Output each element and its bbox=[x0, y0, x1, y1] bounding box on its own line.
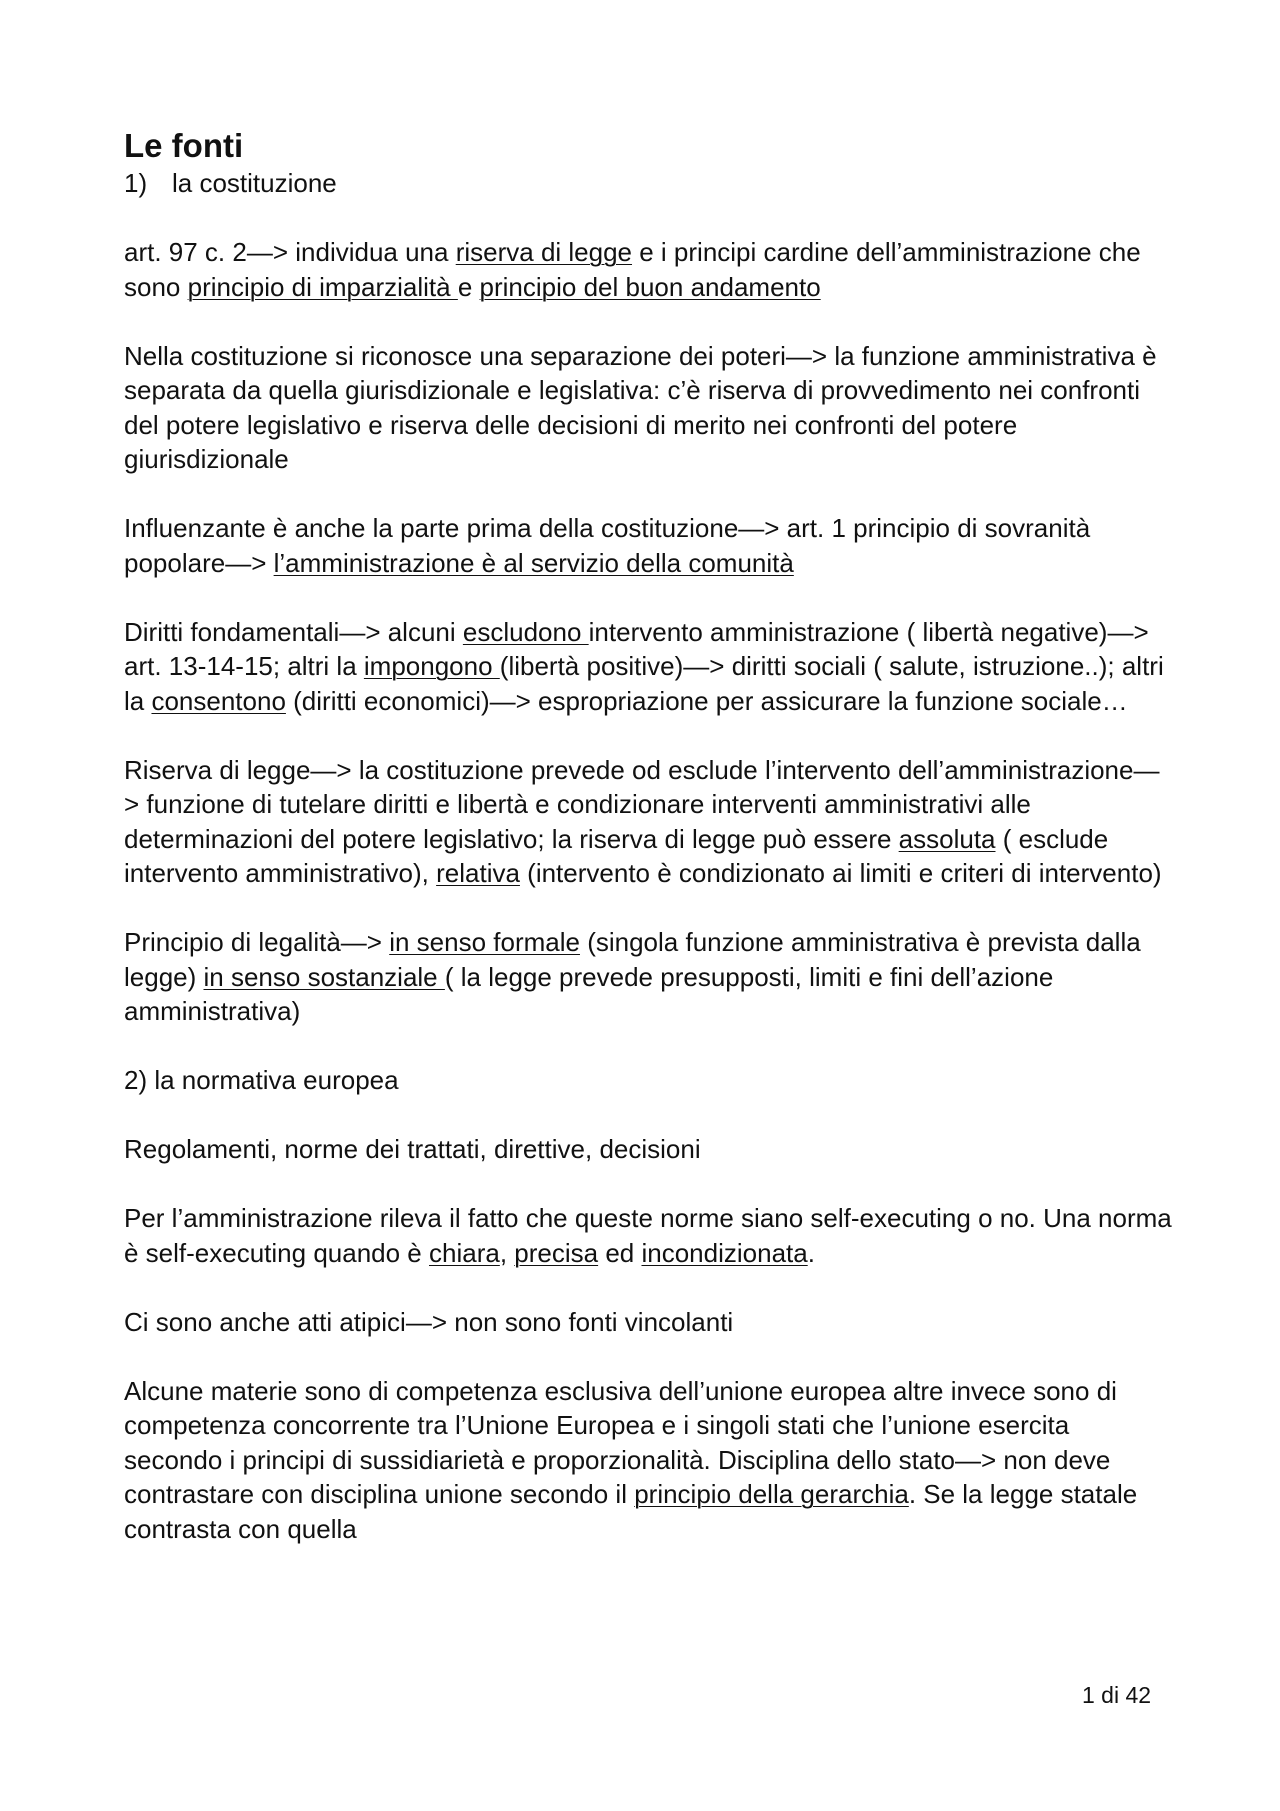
underlined-term: impongono bbox=[363, 651, 500, 681]
page-number: 1 di 42 bbox=[1082, 1682, 1152, 1708]
underlined-term: in senso formale bbox=[389, 927, 580, 957]
paragraph-parte-prima: Influenzante è anche la parte prima della costituzione—> art. 1 principio di sovranità popolare—> l’amministrazione è al servizio della comunità bbox=[124, 513, 1091, 578]
underlined-term: in senso sostanziale bbox=[203, 961, 445, 992]
underlined-term: l’amministrazione è al servizio della comunità bbox=[273, 547, 794, 578]
paragraph-separazione-poteri: Nella costituzione si riconosce una separazione dei poteri—> la funzione amministrativa è separata da quella giurisdizionale e legislativa: c’è riserva di provvedimento nei confronti del potere legislativo e riserva delle decisioni di merito nei confronti del potere giurisdizionale bbox=[124, 340, 1157, 474]
section-heading-costituzione bbox=[124, 166, 1174, 201]
paragraph-riserva-di-legge: Riserva di legge—> la costituzione prevede od esclude l’intervento dell’amministrazione—> funzione di tutelare diritti e libertà e condizionare interventi amministrativi alle determinazioni del potere legislativo; la riserva di legge può essere assoluta ( esclude intervento amministrativo), relativa (intervento è condizionato ai limiti e criteri di intervento) bbox=[124, 754, 1162, 888]
underlined-term: principio del buon andamento bbox=[479, 271, 821, 302]
paragraph-art97: art. 97 c. 2—> individua una riserva di legge e i principi cardine dell’amministrazione che sono principio di imparzialità e principio del buon andamento bbox=[124, 237, 1141, 302]
underlined-term: escludono bbox=[462, 616, 589, 647]
section-label: la costituzione bbox=[172, 168, 337, 198]
paragraph-regolamenti: Regolamenti, norme dei trattati, direttive, decisioni bbox=[124, 1134, 701, 1164]
underlined-term: consentono bbox=[151, 685, 286, 716]
paragraph-atti-atipici: Ci sono anche atti atipici—> non sono fonti vincolanti bbox=[124, 1306, 734, 1337]
underlined-term: chiara bbox=[429, 1237, 500, 1268]
underlined-term: relativa bbox=[436, 858, 520, 888]
underlined-term: precisa bbox=[514, 1237, 599, 1268]
underlined-term: incondizionata bbox=[641, 1237, 808, 1268]
section-number: 1) bbox=[124, 168, 148, 198]
underlined-term: principio della gerarchia bbox=[634, 1479, 909, 1509]
paragraph-principio-legalita: Principio di legalità—> in senso formale (singola funzione amministrativa è prevista dalla legge) in senso sostanziale ( la legge prevede presupposti, limiti e fini dell’azione amministrativa) bbox=[124, 927, 1141, 1026]
paragraph-self-executing: Per l’amministrazione rileva il fatto che queste norme siano self-executing o no. Una norma è self-executing quando è chiara, precisa ed incondizionata. bbox=[124, 1203, 1172, 1268]
page-title: Le fonti bbox=[124, 127, 244, 164]
underlined-term: riserva di legge bbox=[455, 237, 633, 267]
document-page bbox=[124, 126, 1174, 1581]
underlined-term: principio di imparzialità bbox=[187, 271, 458, 302]
section-heading-normativa-europea: 2) la normativa europea bbox=[124, 1065, 399, 1095]
paragraph-competenze: Alcune materie sono di competenza esclusiva dell’unione europea altre invece sono di competenza concorrente tra l’Unione Europea e i singoli stati che l’unione esercita secondo i principi di sussidiarietà e proporzionalità. Disciplina dello stato—> non deve contrastare con disciplina unione secondo il principio della gerarchia. Se la legge statale contrasta con quella bbox=[124, 1375, 1138, 1544]
paragraph-diritti-fondamentali: Diritti fondamentali—> alcuni escludono intervento amministrazione ( libertà negative)—> art. 13-14-15; altri la impongono (libertà positive)—> diritti sociali ( salute, istruzione..); altri la consentono (diritti economici)—> espropriazione per assicurare la funzione sociale… bbox=[124, 616, 1164, 716]
underlined-term: assoluta bbox=[898, 823, 996, 854]
